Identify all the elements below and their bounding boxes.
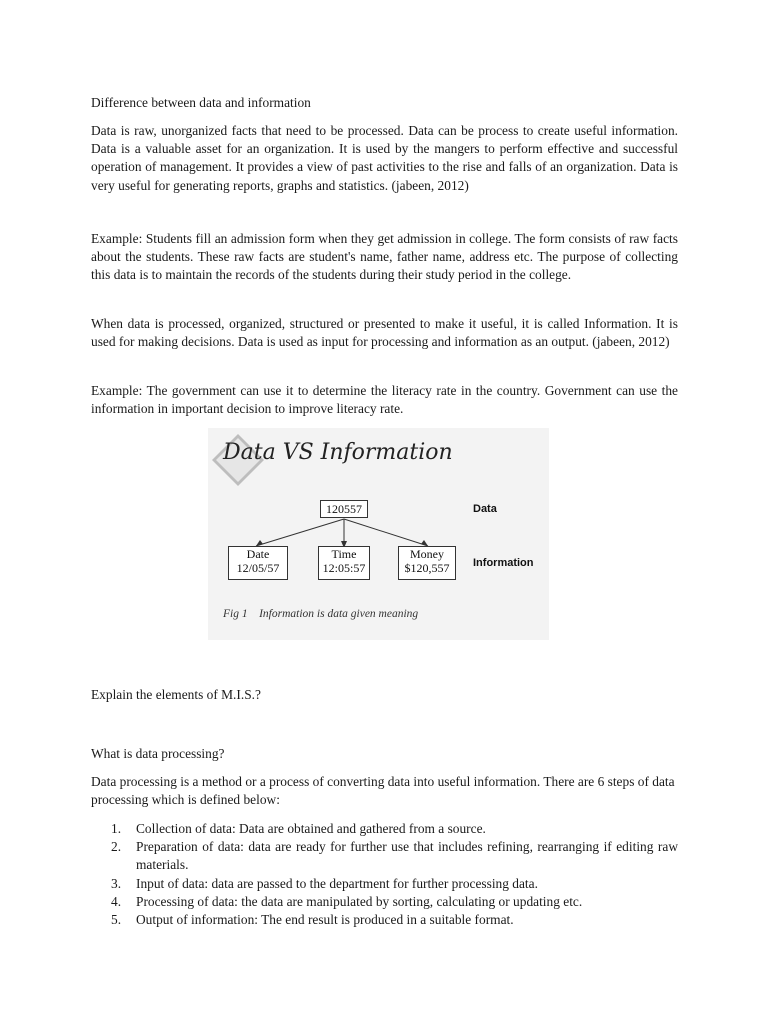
connector-left — [256, 519, 344, 546]
figure-caption: Fig 1 Information is data given meaning — [223, 608, 419, 620]
heading-difference: Difference between data and information — [91, 95, 311, 110]
connector-right — [344, 519, 428, 546]
list-item — [91, 893, 678, 911]
paragraph-information-definition: When data is processed, organized, structured or presented to make it useful, it is called Information. It is used for making decisions. Data is used as input for processing and information as an output. (jabeen, 2012) — [91, 316, 678, 350]
list-item-number: 3. — [111, 875, 122, 891]
info-box-time-value: 12:05:57 — [322, 561, 366, 575]
list-item-text: Output of information: The end result is produced in a suitable format. — [136, 912, 514, 928]
data-value-box — [320, 500, 368, 518]
figure-title: Data VS Information — [223, 440, 453, 465]
list-item-number: 4. — [111, 893, 122, 909]
data-label: Data — [473, 503, 497, 515]
list-item — [91, 820, 678, 838]
list-item-number: 5. — [111, 912, 122, 928]
list-item-number: 2. — [111, 839, 122, 855]
info-box-date-label: Date — [246, 547, 270, 561]
info-box-date — [228, 546, 288, 580]
data-processing-steps-list — [91, 820, 678, 929]
data-value: 120557 — [326, 502, 362, 516]
heading-elements-mis: Explain the elements of M.I.S.? — [91, 687, 261, 702]
list-item-text: Preparation of data: data are ready for further use that includes refining, rearranging if editing raw materials. — [136, 839, 678, 873]
information-label: Information — [473, 557, 534, 569]
info-box-money — [398, 546, 456, 580]
info-box-time — [318, 546, 370, 580]
list-item — [91, 838, 678, 874]
paragraph-data-definition: Data is raw, unorganized facts that need to be processed. Data can be process to create useful information. Data is a valuable asset for an organization. It is used by the mangers to perform effective and successful operation of management. It provides a view of past activities to the rise and falls of an organization. Data is very useful for generating reports, graphs and statistics. (jabeen, 2012) — [91, 123, 678, 193]
list-item-text: Processing of data: the data are manipulated by sorting, calculating or updating etc. — [136, 893, 583, 909]
info-box-time-label: Time — [331, 547, 357, 561]
info-box-money-value: $120,557 — [404, 561, 450, 575]
list-item — [91, 911, 678, 929]
info-box-money-label: Money — [410, 547, 444, 561]
list-item-text: Collection of data: Data are obtained and gathered from a source. — [136, 821, 486, 836]
heading-data-processing: What is data processing? — [91, 746, 225, 761]
paragraph-data-example: Example: Students fill an admission form when they get admission in college. The form consists of raw facts about the students. These raw facts are student's name, father name, address etc. The purpose of collecting this data is to maintain the records of the students during their study period in the college. — [91, 231, 678, 283]
paragraph-information-example: Example: The government can use it to determine the literacy rate in the country. Government can use the information in important decision to improve literacy rate. — [91, 383, 678, 417]
paragraph-data-processing-intro: Data processing is a method or a process of converting data into useful information. There are 6 steps of data processing which is defined below: — [91, 774, 675, 808]
data-vs-information-figure — [208, 428, 549, 640]
info-box-date-value: 12/05/57 — [236, 561, 280, 575]
list-item — [91, 875, 678, 893]
list-item-number: 1. — [111, 821, 122, 836]
list-item-text: Input of data: data are passed to the department for further processing data. — [136, 875, 538, 891]
